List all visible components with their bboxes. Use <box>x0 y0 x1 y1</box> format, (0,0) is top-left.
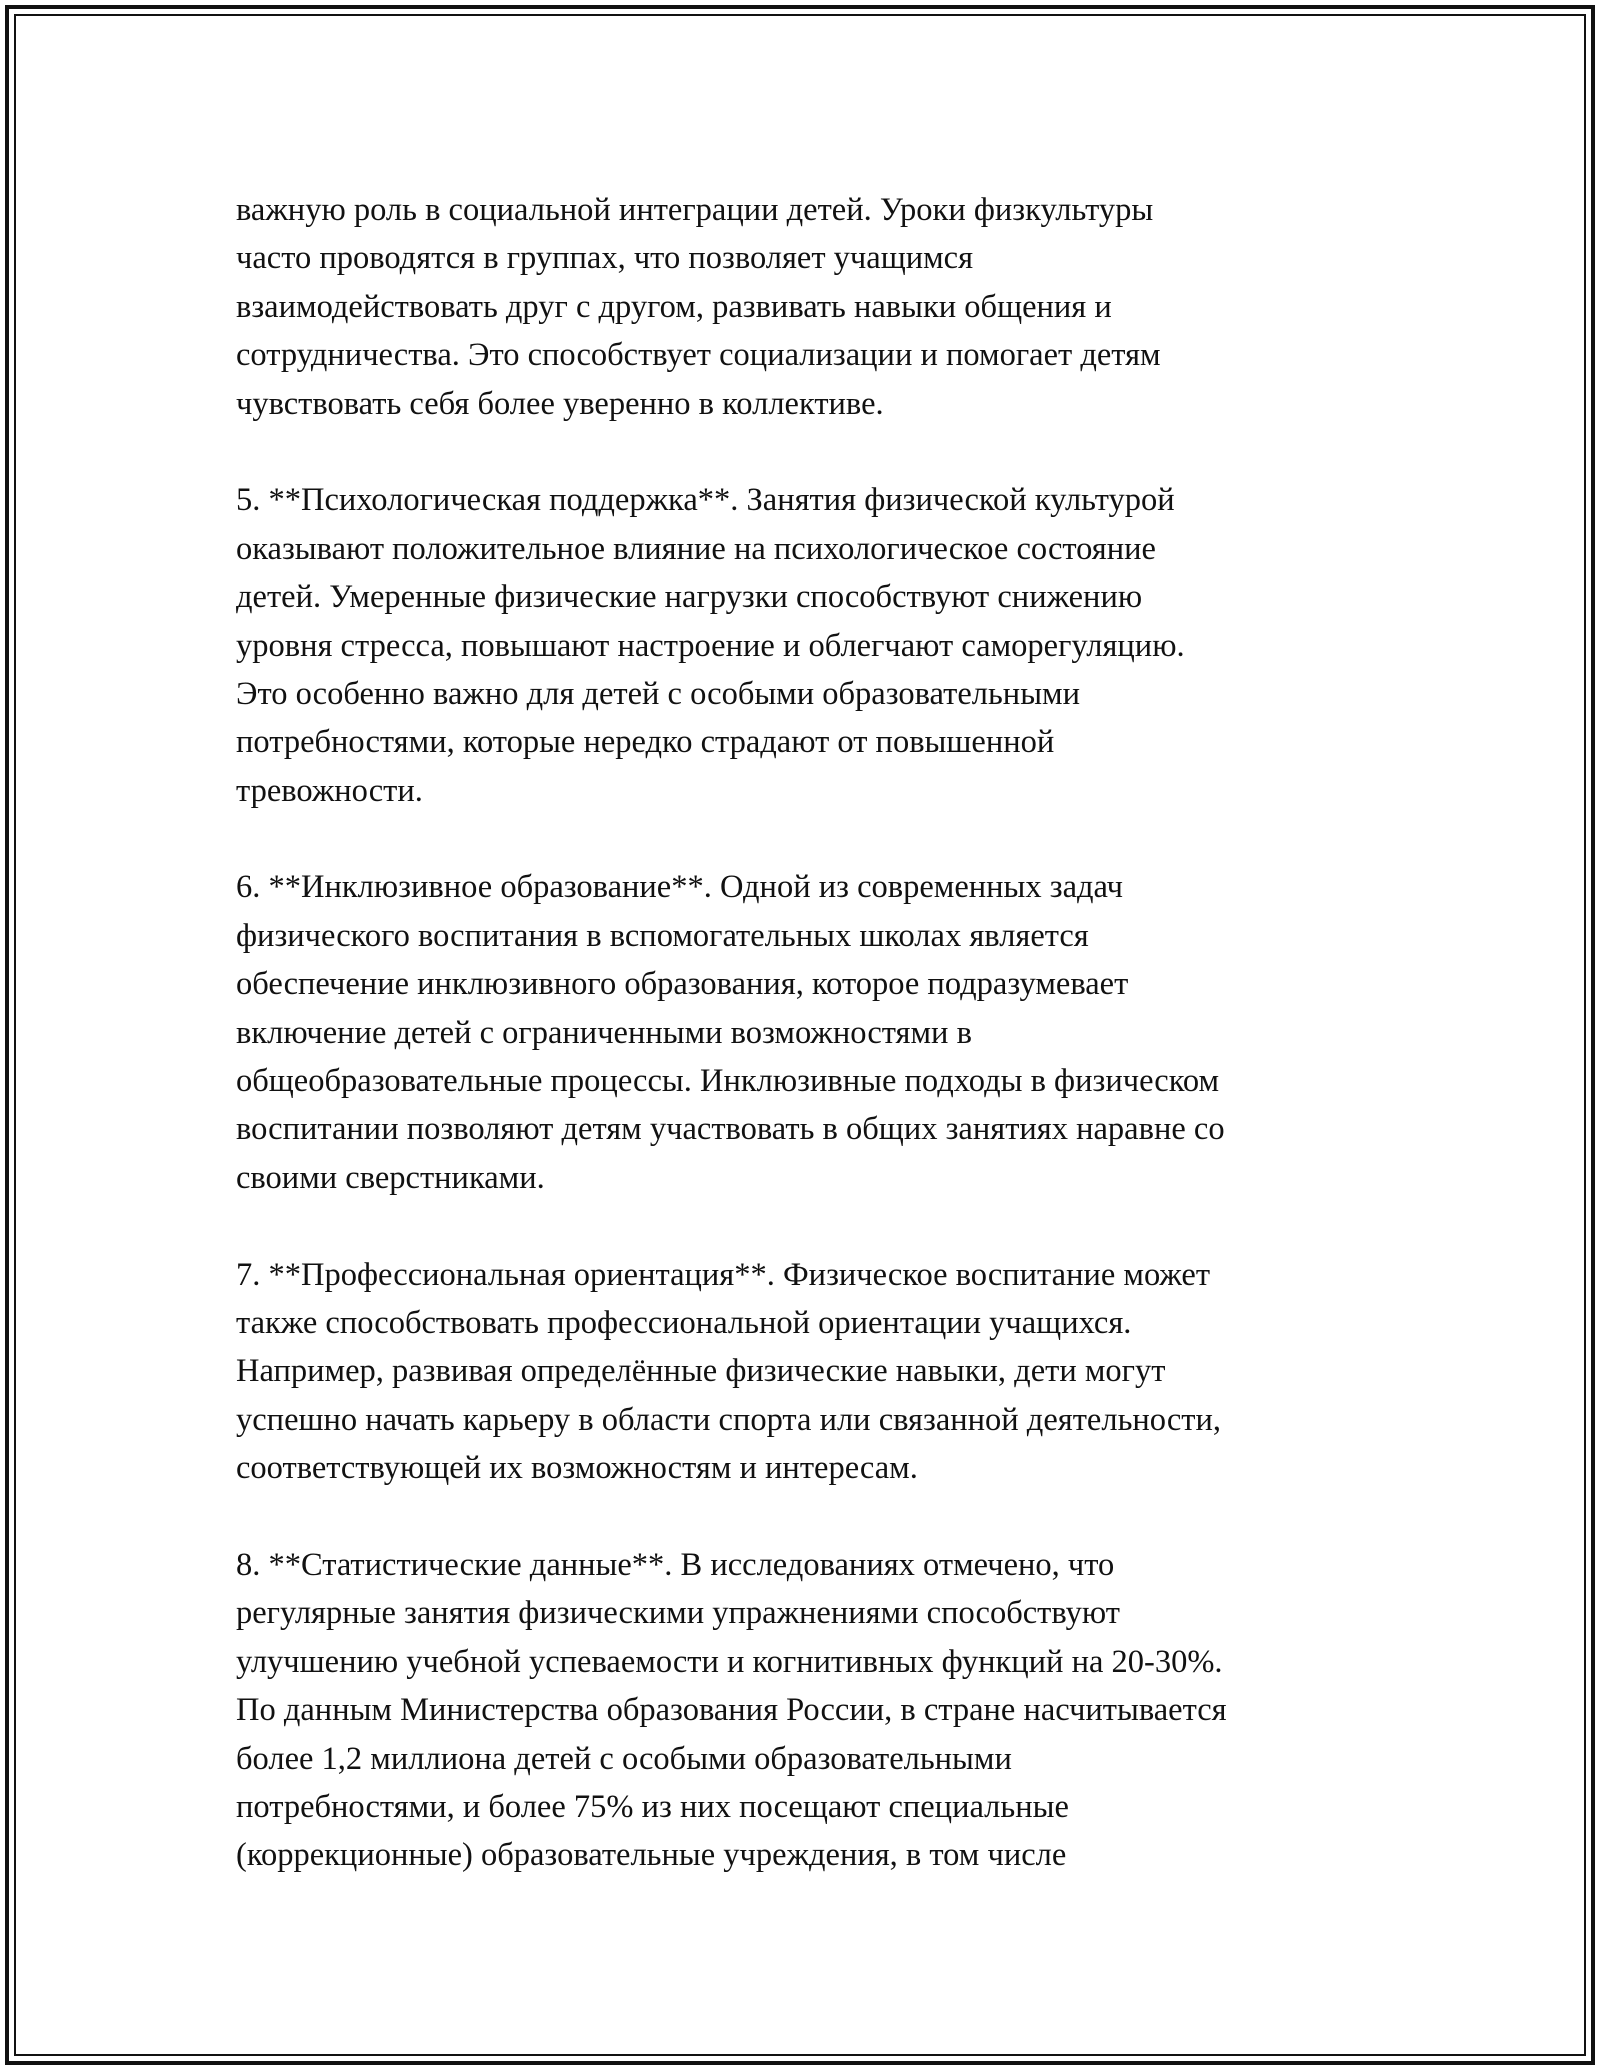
text-line: потребностями, и более 75% из них посещают специальные <box>236 1788 1069 1825</box>
text-line: общеобразовательные процессы. Инклюзивные подходы в физическом <box>236 1063 1220 1100</box>
text-line: взаимодействовать друг с другом, развивать навыки общения и <box>236 288 1112 325</box>
paragraph-psychological-support <box>236 476 1386 815</box>
text-line: успешно начать карьеру в области спорта или связанной деятельности, <box>236 1401 1221 1438</box>
text-line: 5. **Психологическая поддержка**. Занятия физической культурой <box>236 482 1175 519</box>
text-line: По данным Министерства образования России, в стране насчитывается <box>236 1692 1227 1729</box>
text-line: (коррекционные) образовательные учреждения, в том числе <box>236 1837 1067 1874</box>
document-body <box>236 186 1386 1880</box>
text-line: важную роль в социальной интеграции детей. Уроки физкультуры <box>236 192 1154 228</box>
text-line: часто проводятся в группах, что позволяет учащимся <box>236 240 974 277</box>
text-line: регулярные занятия физическими упражнениями способствуют <box>236 1595 1120 1632</box>
text-line: воспитании позволяют детям участвовать в общих занятиях наравне со <box>236 1111 1225 1148</box>
paragraph-statistics <box>236 1541 1386 1880</box>
paragraph-social-integration <box>236 186 1386 428</box>
text-line: своими сверстниками. <box>236 1159 545 1196</box>
text-line: чувствовать себя более уверенно в коллективе. <box>236 385 884 422</box>
text-line: также способствовать профессиональной ориентации учащихся. <box>236 1304 1132 1341</box>
text-line: включение детей с ограниченными возможностями в <box>236 1014 972 1051</box>
text-line: детей. Умеренные физические нагрузки способствуют снижению <box>236 579 1143 616</box>
text-line: обеспечение инклюзивного образования, которое подразумевает <box>236 966 1129 1003</box>
paragraph-inclusive-education <box>236 863 1386 1202</box>
text-line: сотрудничества. Это способствует социализации и помогает детям <box>236 337 1161 374</box>
text-line: Это особенно важно для детей с особыми образовательными <box>236 675 1080 712</box>
text-line: потребностями, которые нередко страдают от повышенной <box>236 724 1055 761</box>
text-line: более 1,2 миллиона детей с особыми образовательными <box>236 1740 1012 1777</box>
text-line: 8. **Статистические данные**. В исследованиях отмечено, что <box>236 1546 1115 1583</box>
text-line: Например, развивая определённые физические навыки, дети могут <box>236 1353 1166 1390</box>
text-line: улучшению учебной успеваемости и когнитивных функций на 20-30%. <box>236 1643 1223 1680</box>
text-line: тревожности. <box>236 772 423 809</box>
text-line: уровня стресса, повышают настроение и облегчают саморегуляцию. <box>236 627 1185 664</box>
paragraph-professional-orientation <box>236 1251 1386 1493</box>
text-line: соответствующей их возможностям и интересам. <box>236 1450 918 1487</box>
text-line: оказывают положительное влияние на психологическое состояние <box>236 530 1156 567</box>
text-line: 7. **Профессиональная ориентация**. Физическое воспитание может <box>236 1256 1211 1293</box>
text-line: физического воспитания в вспомогательных школах является <box>236 917 1089 954</box>
text-line: 6. **Инклюзивное образование**. Одной из современных задач <box>236 869 1124 906</box>
